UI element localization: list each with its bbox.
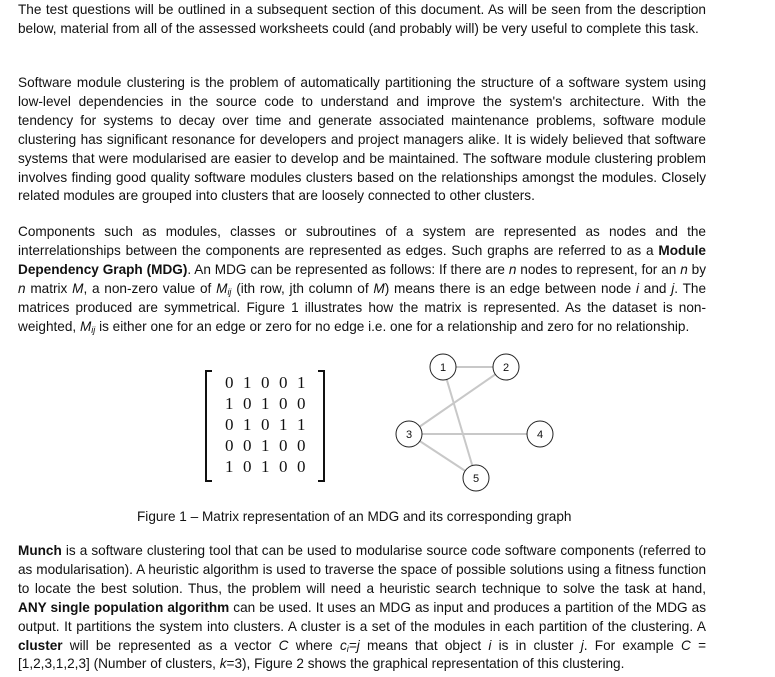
matrix-cell: 0: [261, 415, 270, 434]
text-run: , a non-zero value of: [83, 280, 217, 296]
matrix-cell: 1: [243, 415, 252, 434]
node-label: 4: [536, 429, 544, 441]
var-j: j: [671, 280, 675, 296]
var-i: i: [488, 637, 492, 653]
text-run: =3), Figure 2 shows the graphical representation of this clustering.: [226, 656, 625, 672]
var-eq: =j: [348, 637, 360, 653]
graph-edge: [409, 367, 506, 434]
text-run: and: [639, 280, 672, 296]
text-run: Components such as modules, classes or subroutines of a system are represented as nodes and the interrelationships between the components are represented as edges. Such graphs are referred to as a: [18, 224, 706, 258]
var-m: M: [373, 280, 385, 296]
algorithm-term: ANY single population algorithm: [18, 599, 230, 615]
matrix-cell: 0: [225, 436, 234, 455]
graph-node: [493, 354, 519, 380]
graph-edges: [409, 367, 540, 478]
text-run: will be represented as a vector: [62, 637, 279, 653]
matrix-cell: 0: [297, 436, 306, 455]
text-run: . The matrices produced are symmetrical. Figure 1 illustrates how the matrix is represented. As the dataset is non-weighted,: [18, 280, 707, 334]
graph-edge: [443, 367, 476, 478]
text-run: matrix: [25, 280, 73, 296]
node-label: 1: [439, 362, 447, 374]
text-run: means that object: [359, 637, 489, 653]
var-n: n: [508, 261, 517, 277]
graph-nodes: [396, 354, 553, 491]
text-run: (ith row, jth column of: [231, 280, 374, 296]
var-m: M: [216, 280, 228, 296]
text-run: . For example: [583, 637, 682, 653]
var-m: M: [72, 280, 84, 296]
matrix-cell: 1: [261, 436, 270, 455]
matrix-cell: 0: [225, 415, 234, 434]
graph-node: [527, 421, 553, 447]
intro-paragraph: The test questions will be outlined in a subsequent section of this document. As will be seen from the description below, material from all of the assessed worksheets could (and probably will) be very useful to complete this task.: [18, 2, 706, 36]
text-run: is in cluster: [491, 637, 581, 653]
var-m: M: [79, 318, 92, 334]
node-label: 3: [405, 429, 413, 441]
var-sub: ij: [227, 286, 232, 297]
text-run: nodes to represent, for an: [516, 261, 681, 277]
figure-1: [0, 340, 775, 530]
node-label: 2: [502, 362, 510, 374]
clustering-paragraph: Software module clustering is the problem of automatically partitioning the structure of a software system using low-level dependencies in the source code to understand and improve the system's architecture. With the tendency for systems to decay over time and generate associated maintenance problems, software module clustering has significant resonance for developers and project managers alike. It is widely believed that software systems that were modularised are easier to develop and be maintained. The software module clustering problem involves finding good quality software modules clusters based on the relationships amongst the modules. Closely related modules are grouped into clusters that are loosely connected to other clusters.: [18, 75, 706, 204]
matrix-cell: 0: [279, 373, 288, 392]
var-n: n: [680, 261, 688, 277]
text-run: by: [687, 261, 706, 277]
matrix-cell: 0: [243, 436, 252, 455]
text-run: . An MDG can be represented as follows: If there are: [187, 261, 509, 277]
matrix-cell: 1: [243, 373, 252, 392]
matrix-cell: 1: [279, 415, 288, 434]
var-c: c: [339, 637, 347, 653]
matrix-cell: 1: [225, 457, 234, 476]
text-run: can be used. It uses an MDG as input and produces a partition of the MDG as output. It partitions the system into clusters. A cluster is a set of the modules in each partition of the clustering. A: [18, 599, 706, 634]
matrix-cell: 0: [243, 394, 252, 413]
graph-node: [463, 465, 489, 491]
matrix-cell: 1: [297, 373, 306, 392]
caption-text: Figure 1 – Matrix representation of an MDG and its corresponding graph: [137, 509, 572, 524]
matrix-cell: 0: [297, 394, 306, 413]
matrix-cell: 0: [297, 457, 306, 476]
var-sub: i: [346, 643, 349, 654]
munch-term: Munch: [18, 543, 62, 558]
var-j: j: [580, 637, 584, 653]
text-run: ) means there is an edge between node: [384, 280, 636, 296]
matrix-cell: 1: [261, 457, 270, 476]
text-run: is either one for an edge or zero for no edge i.e. one for a relationship and zero for no relationship.: [95, 318, 690, 334]
matrix-cell: 0: [243, 457, 252, 476]
mdg-term: Module Dependency Graph (MDG): [18, 242, 706, 277]
cluster-term: cluster: [18, 637, 63, 653]
matrix-cell: 0: [279, 457, 288, 476]
matrix-cell: 1: [297, 415, 306, 434]
matrix-cell: 0: [279, 436, 288, 455]
graph-node: [396, 421, 422, 447]
var-k: k: [219, 656, 227, 672]
var-sub: ij: [91, 324, 96, 335]
mdg-graph: [0, 340, 775, 510]
var-c: C: [278, 637, 289, 653]
matrix-cell: 1: [225, 394, 234, 413]
mdg-paragraph: [18, 223, 706, 336]
matrix-cell: 1: [261, 394, 270, 413]
var-n: n: [18, 280, 26, 296]
node-label: 5: [472, 473, 480, 485]
text-run: where: [288, 637, 340, 653]
matrix-cell: 0: [279, 394, 288, 413]
graph-node: [430, 354, 456, 380]
text-run: is a software clustering tool that can be used to modularise source code software components (referred to as modularisation). A heuristic algorithm is used to traverse the space of possible solutions using a fitness function to locate the best solution. Thus, the problem will need a heuristic search technique to solve the task at hand,: [18, 543, 706, 596]
text-run: = [1,2,3,1,2,3] (Number of clusters,: [18, 637, 707, 672]
matrix-cell: 0: [225, 373, 234, 392]
munch-paragraph: [18, 542, 706, 674]
var-c: C: [681, 637, 691, 653]
matrix-cell: 0: [261, 373, 270, 392]
var-i: i: [636, 280, 640, 296]
